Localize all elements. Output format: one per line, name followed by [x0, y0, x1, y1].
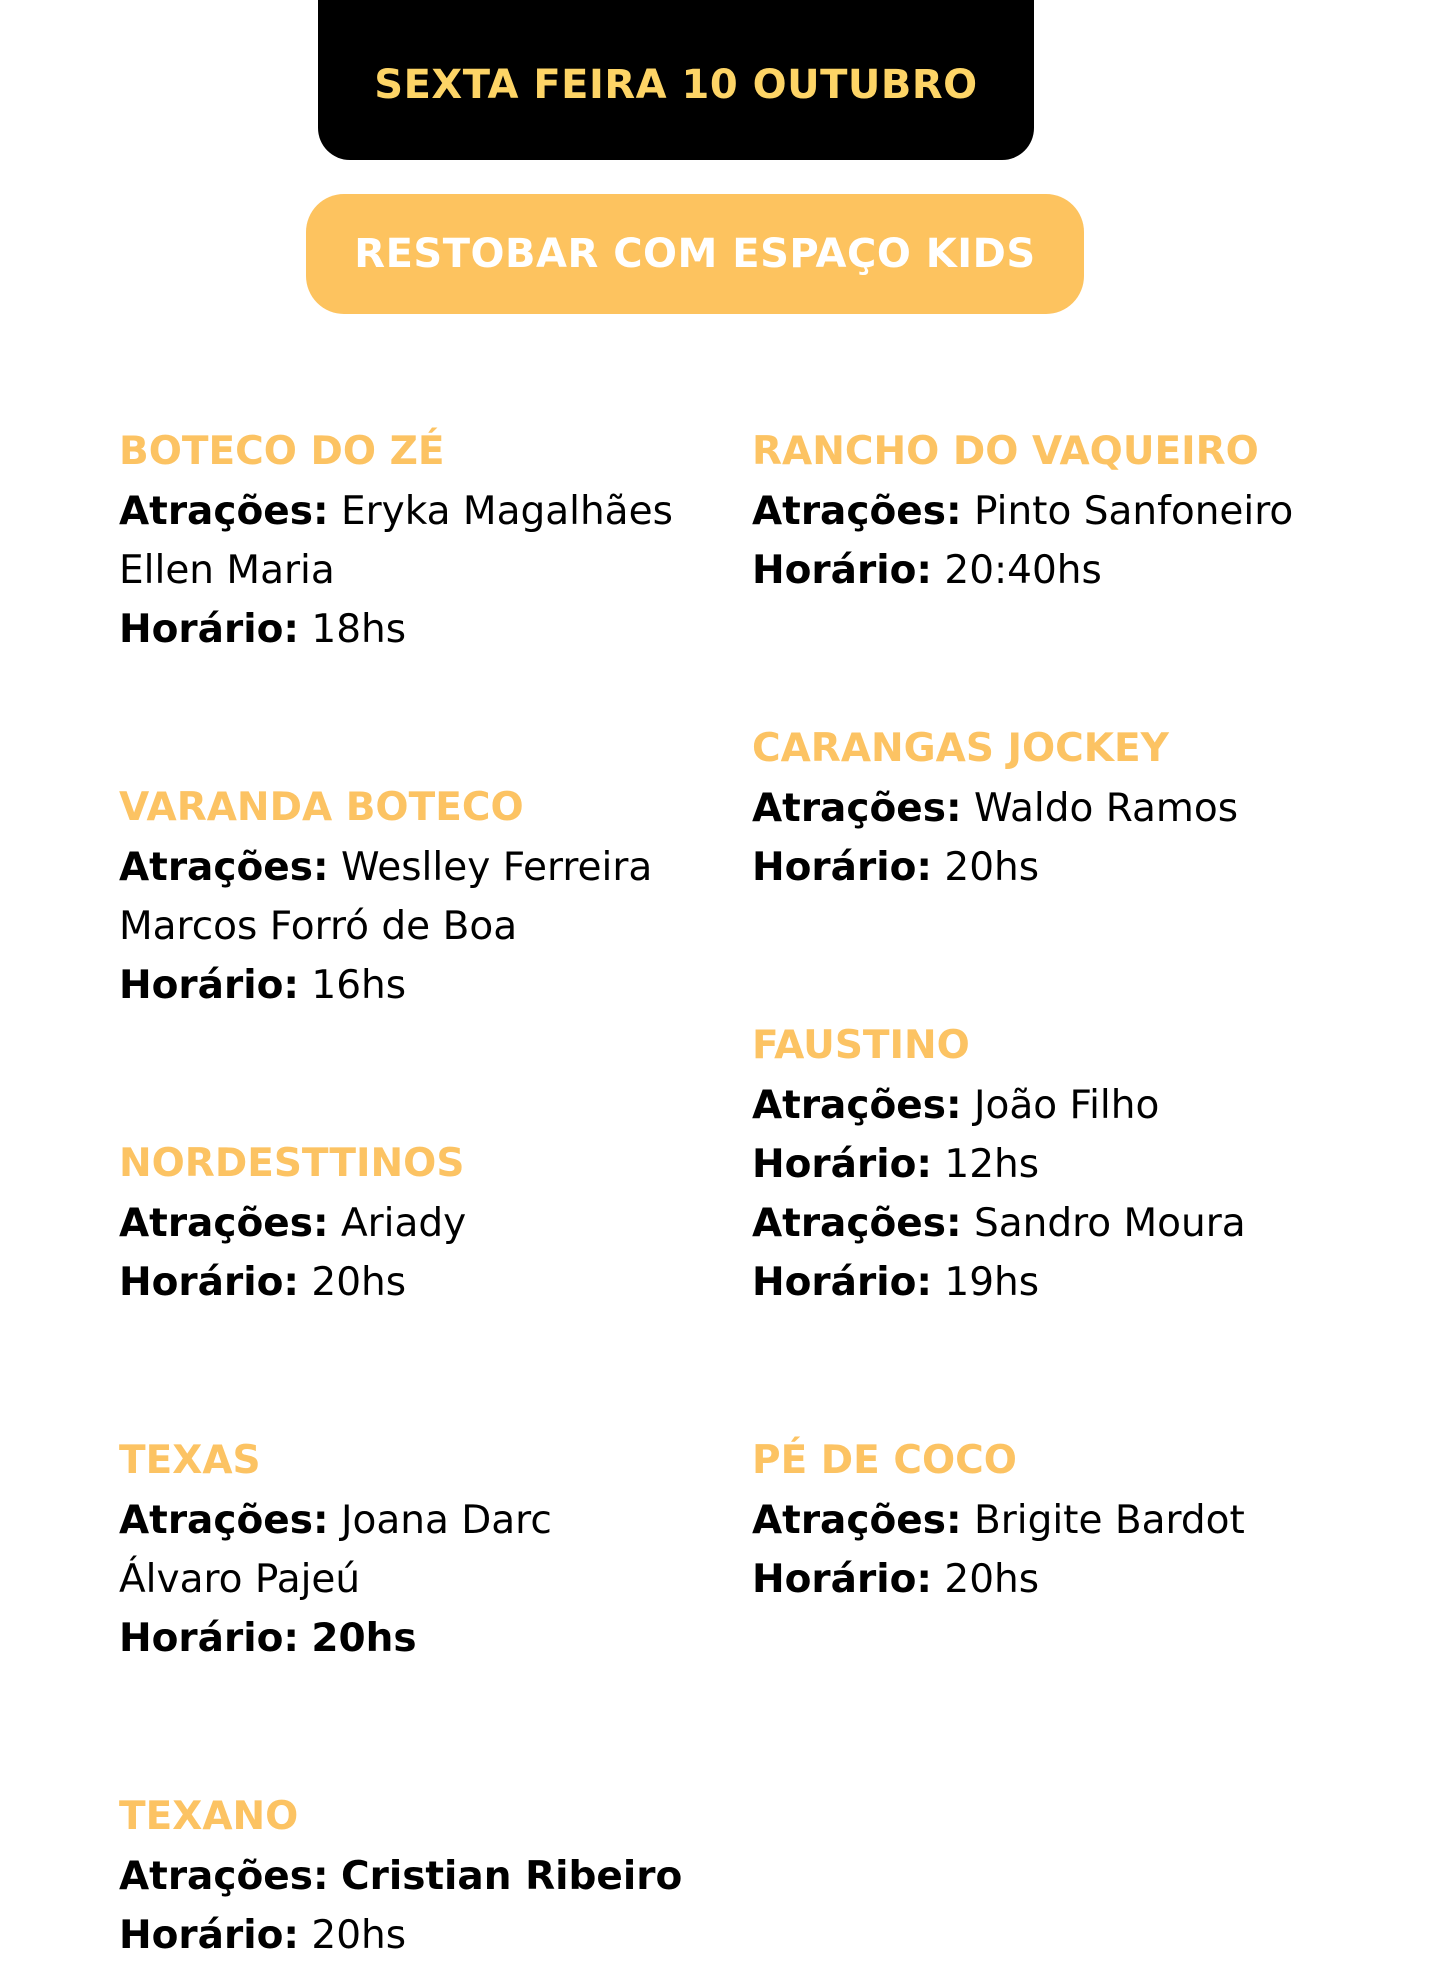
venue-name: VARANDA BOTECO [119, 785, 524, 830]
attractions-line [752, 482, 1402, 541]
attraction-name: Cristian Ribeiro [340, 1854, 683, 1899]
attraction-name: Ellen Maria [119, 548, 335, 593]
venue-boteco-do-ze [119, 422, 739, 659]
time-line [119, 1906, 739, 1965]
time-line [119, 956, 739, 1015]
time-label: Horário: [752, 1142, 932, 1187]
time-value: 20hs [311, 1260, 407, 1305]
attractions-label: Atrações: [119, 489, 329, 534]
time-value: 20hs [944, 845, 1040, 890]
attraction-name: Marcos Forró de Boa [119, 904, 518, 949]
time-value: 20hs [311, 1616, 417, 1661]
time-line [119, 1253, 739, 1312]
attraction-name: Brigite Bardot [973, 1498, 1245, 1543]
time-line [752, 838, 1402, 897]
attraction-name: Ariady [340, 1201, 467, 1246]
time-label: Horário: [752, 1557, 932, 1602]
venue-name: RANCHO DO VAQUEIRO [752, 429, 1259, 474]
attractions-line [119, 1847, 739, 1906]
time-label: Horário: [119, 1616, 299, 1661]
right-column [752, 422, 1402, 1609]
venue-rancho-do-vaqueiro [752, 422, 1402, 600]
venue-name: TEXAS [119, 1438, 261, 1483]
subtitle-pill [306, 194, 1084, 314]
venue-nordesttinos [119, 1134, 739, 1312]
time-line [119, 600, 739, 659]
time-value: 16hs [311, 963, 407, 1008]
time-value: 12hs [944, 1142, 1040, 1187]
time-line-2 [752, 1253, 1402, 1312]
attractions-label: Atrações: [119, 1498, 329, 1543]
time-label: Horário: [119, 607, 299, 652]
time-label: Horário: [752, 845, 932, 890]
date-header [318, 0, 1034, 160]
attraction-name: Eryka Magalhães [340, 489, 673, 534]
time-line [752, 541, 1402, 600]
venue-name: TEXANO [119, 1794, 299, 1839]
venue-faustino [752, 1016, 1402, 1312]
venue-name: NORDESTTINOS [119, 1141, 465, 1186]
time-line [752, 1550, 1402, 1609]
venue-texas [119, 1431, 739, 1668]
attractions-label: Atrações: [119, 1201, 329, 1246]
attraction-name: Álvaro Pajeú [119, 1557, 361, 1602]
attraction-name: Pinto Sanfoneiro [973, 489, 1294, 534]
attractions-line-continued [119, 541, 739, 600]
attractions-label: Atrações: [752, 786, 962, 831]
attraction-name: Weslley Ferreira [340, 845, 653, 890]
time-label: Horário: [119, 1913, 299, 1958]
venue-name: PÉ DE COCO [752, 1438, 1017, 1483]
attractions-line [119, 1194, 739, 1253]
time-value: 20hs [311, 1913, 407, 1958]
attraction-name: João Filho [973, 1083, 1160, 1128]
venue-name: CARANGAS JOCKEY [752, 726, 1169, 771]
attractions-line [119, 482, 739, 541]
attractions-line [752, 1076, 1402, 1135]
attraction-name: Joana Darc [340, 1498, 552, 1543]
time-label: Horário: [119, 963, 299, 1008]
venue-name: BOTECO DO ZÉ [119, 429, 445, 474]
time-line [119, 1609, 739, 1668]
time-line [752, 1135, 1402, 1194]
time-label: Horário: [119, 1260, 299, 1305]
time-value: 20hs [944, 1557, 1040, 1602]
attractions-label: Atrações: [752, 489, 962, 534]
time-value: 20:40hs [944, 548, 1102, 593]
attractions-label: Atrações: [119, 845, 329, 890]
subtitle-text: RESTOBAR COM ESPAÇO KIDS [354, 231, 1036, 277]
date-title: SEXTA FEIRA 10 OUTUBRO [374, 62, 978, 108]
time-label: Horário: [752, 1260, 932, 1305]
attractions-label: Atrações: [119, 1854, 329, 1899]
attraction-name: Sandro Moura [973, 1201, 1246, 1246]
time-label: Horário: [752, 548, 932, 593]
time-value: 18hs [311, 607, 407, 652]
attractions-line-continued [119, 897, 739, 956]
venue-texano [119, 1787, 739, 1965]
attractions-line-2 [752, 1194, 1402, 1253]
attractions-label: Atrações: [752, 1498, 962, 1543]
attractions-line-continued [119, 1550, 739, 1609]
venue-pe-de-coco [752, 1431, 1402, 1609]
attractions-line [752, 779, 1402, 838]
attractions-line [752, 1491, 1402, 1550]
attraction-name: Waldo Ramos [973, 786, 1239, 831]
attractions-line [119, 838, 739, 897]
attractions-label: Atrações: [752, 1201, 962, 1246]
left-column [119, 422, 739, 1965]
attractions-line [119, 1491, 739, 1550]
venue-name: FAUSTINO [752, 1023, 970, 1068]
venue-carangas-jockey [752, 719, 1402, 897]
venue-varanda-boteco [119, 778, 739, 1015]
attractions-label: Atrações: [752, 1083, 962, 1128]
time-value: 19hs [944, 1260, 1040, 1305]
